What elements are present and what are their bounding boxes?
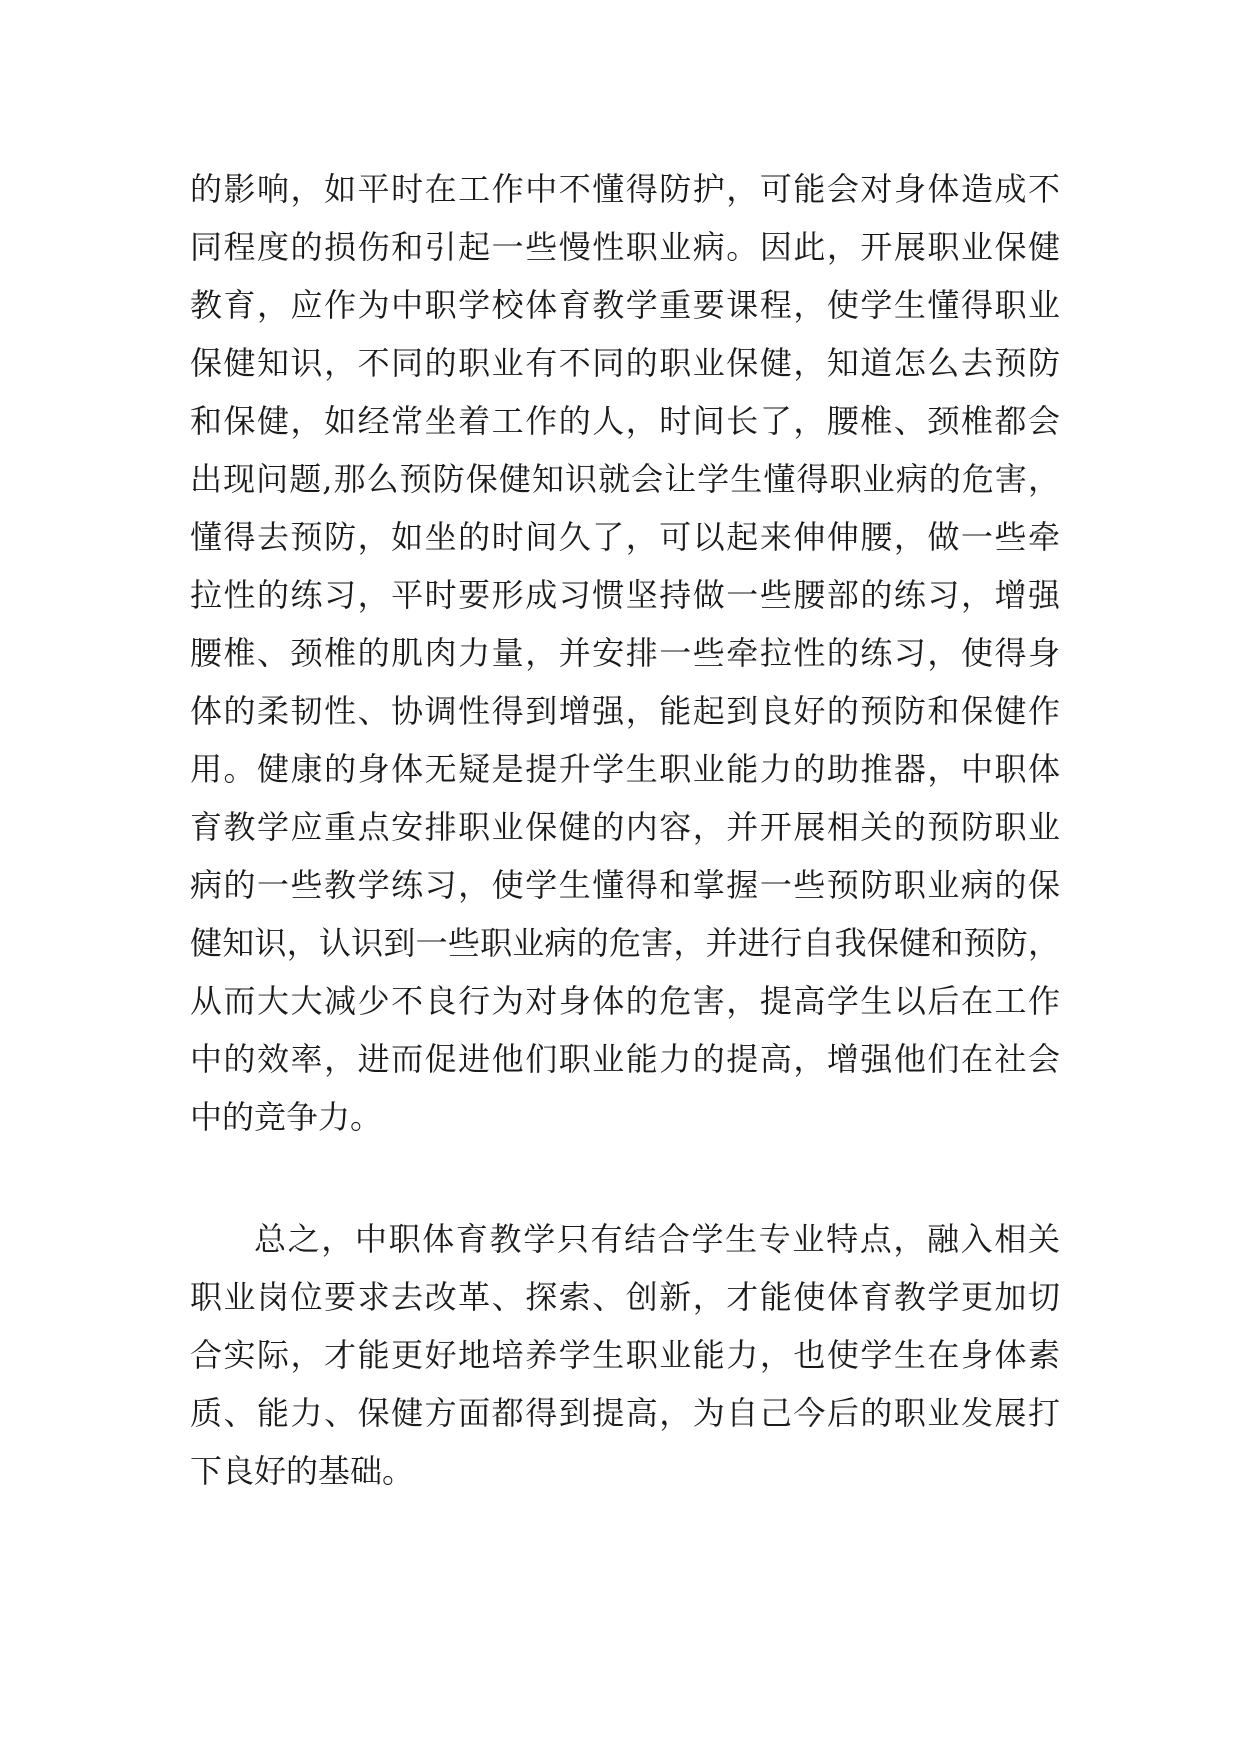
text-line: 中的竞争力。 — [190, 1098, 383, 1136]
text-line: 拉性的练习，平时要形成习惯坚持做一些腰部的练习，增强 — [190, 576, 1060, 614]
text-line: 从而大大减少不良行为对身体的危害，提高学生以后在工作 — [190, 982, 1060, 1020]
text-line: 懂得去预防，如坐的时间久了，可以起来伸伸腰，做一些牵 — [190, 518, 1060, 556]
text-line: 同程度的损伤和引起一些慢性职业病。因此，开展职业保健 — [190, 228, 1060, 266]
text-line: 出现问题,那么预防保健知识就会让学生懂得职业病的危害， — [190, 460, 1060, 498]
text-line: 腰椎、颈椎的肌肉力量，并安排一些牵拉性的练习，使得身 — [190, 634, 1060, 672]
text-line: 和保健，如经常坐着工作的人，时间长了，腰椎、颈椎都会 — [190, 402, 1060, 440]
text-line: 病的一些教学练习，使学生懂得和掌握一些预防职业病的保 — [190, 866, 1060, 904]
text-line: 的影响，如平时在工作中不懂得防护，可能会对身体造成不 — [190, 170, 1060, 208]
text-line: 总之，中职体育教学只有结合学生专业特点，融入相关 — [254, 1220, 1060, 1258]
text-line: 质、能力、保健方面都得到提高，为自己今后的职业发展打 — [190, 1394, 1060, 1432]
text-line: 育教学应重点安排职业保健的内容，并开展相关的预防职业 — [190, 808, 1060, 846]
text-line: 职业岗位要求去改革、探索、创新，才能使体育教学更加切 — [190, 1278, 1060, 1316]
text-line: 体的柔韧性、协调性得到增强，能起到良好的预防和保健作 — [190, 692, 1060, 730]
text-line: 合实际，才能更好地培养学生职业能力，也使学生在身体素 — [190, 1336, 1060, 1374]
text-line: 教育，应作为中职学校体育教学重要课程，使学生懂得职业 — [190, 286, 1060, 324]
text-line: 中的效率，进而促进他们职业能力的提高，增强他们在社会 — [190, 1040, 1060, 1078]
text-line: 健知识，认识到一些职业病的危害，并进行自我保健和预防， — [190, 924, 1060, 962]
paragraph-occupational-health — [190, 160, 1060, 1146]
text-line: 保健知识，不同的职业有不同的职业保健，知道怎么去预防 — [190, 344, 1060, 382]
paragraph-conclusion — [190, 1210, 1060, 1500]
text-line: 用。健康的身体无疑是提升学生职业能力的助推器，中职体 — [190, 750, 1060, 788]
text-line: 下良好的基础。 — [190, 1452, 415, 1490]
